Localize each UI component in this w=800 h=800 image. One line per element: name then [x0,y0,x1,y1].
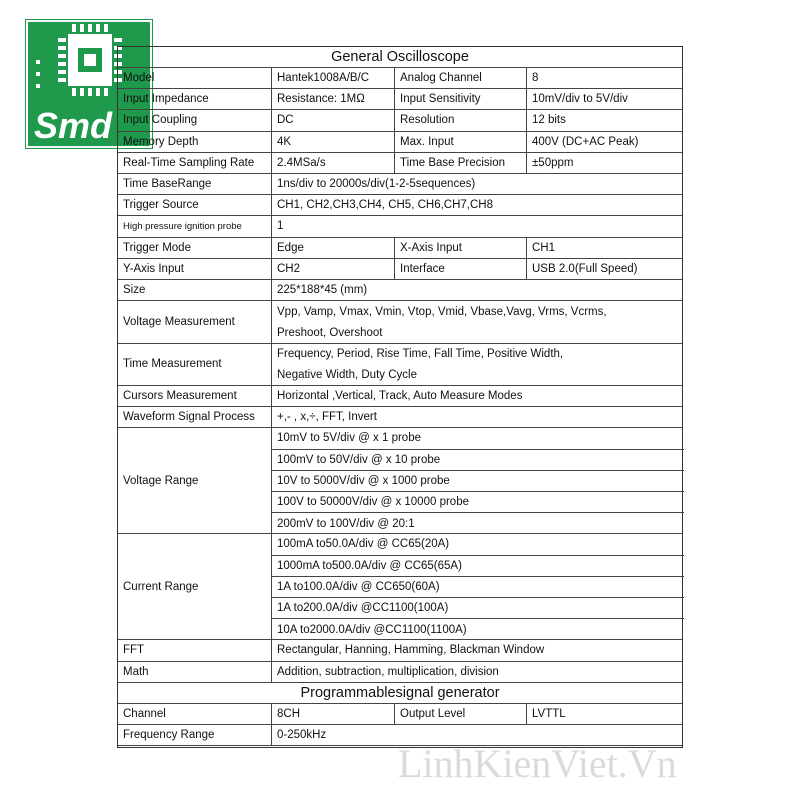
spec-value: Edge [271,238,394,258]
range-item: 100mV to 50V/div @ x 10 probe [272,450,684,471]
spec-value: Interface [394,259,526,279]
spec-label: Waveform Signal Process [123,411,255,424]
spec-row [118,407,682,428]
range-item: 10mV to 5V/div @ x 1 probe [272,428,684,449]
spec-value: Hantek1008A/B/C [271,68,394,88]
watermark: LinhKienViet.Vn [398,741,677,786]
range-item: 1000mA to500.0A/div @ CC65(65A) [272,556,684,577]
spec-label: Input Coupling [123,114,198,127]
spec-row [118,195,682,216]
spec-value: Horizontal ,Vertical, Track, Auto Measure Modes [271,386,684,406]
value-line: Preshoot, Overshoot [277,326,383,339]
spec-label: Voltage Measurement [123,315,235,328]
spec-label: High pressure ignition probe [123,220,242,232]
spec-value: 2.4MSa/s [271,153,394,173]
spec-value: USB 2.0(Full Speed) [526,259,684,279]
logo-text: Smd [34,105,113,146]
range-item: 10A to2000.0A/div @CC1100(1100A) [277,623,467,636]
range-item: 1A to200.0A/div @CC1100(100A) [272,598,684,619]
spec-value: CH2 [271,259,394,279]
spec-row [118,68,682,89]
spec-row [118,662,682,683]
spec-label: Real-Time Sampling Rate [123,156,255,169]
spec-row [118,110,682,131]
value-line: Negative Width, Duty Cycle [277,369,417,382]
spec-value: 12 bits [526,110,684,130]
spec-row [118,238,682,259]
spec-label: Voltage Range [123,474,199,487]
spec-label: FFT [123,644,145,657]
spec-label: Time BaseRange [123,178,212,191]
spec-value: 1ns/div to 20000s/div(1-2-5sequences) [271,174,684,194]
spec-label: Size [123,284,146,297]
range-item: 10V to 5000V/div @ x 1000 probe [272,471,684,492]
spec-label: Model [123,72,155,85]
spec-label: Y-Axis Input [123,262,184,275]
spec-value: 400V (DC+AC Peak) [526,132,684,152]
spec-row [118,534,682,640]
spec-label: Math [123,665,149,678]
spec-label: Frequency Range [123,729,215,742]
range-list [271,428,684,533]
spec-value: Resistance: 1MΩ [271,89,394,109]
spec-value: 0-250kHz [271,725,684,745]
spec-value: 8CH [271,704,394,724]
spec-value: Time Base Precision [394,153,526,173]
spec-value: CH1 [526,238,684,258]
spec-value: 10mV/div to 5V/div [526,89,684,109]
spec-value: Resolution [394,110,526,130]
spec-row [118,174,682,195]
spec-value: Analog Channel [394,68,526,88]
spec-label: Time Measurement [123,358,222,371]
spec-row [118,216,682,237]
spec-value: Max. Input [394,132,526,152]
value-line: Frequency, Period, Rise Time, Fall Time, Positive Width, [277,348,564,361]
spec-value: Rectangular, Hanning, Hamming, Blackman Window [271,640,684,660]
spec-value: 4K [271,132,394,152]
spec-value: DC [271,110,394,130]
spec-row [118,153,682,174]
spec-value: LVTTL [526,704,684,724]
spec-row [118,640,682,661]
spec-value: ±50ppm [526,153,684,173]
spec-value: 8 [526,68,684,88]
spec-value: Output Level [394,704,526,724]
spec-label: Cursors Measurement [123,390,237,403]
spec-row [118,259,682,280]
spec-row [118,301,682,343]
spec-value: X-Axis Input [394,238,526,258]
multiline-value [271,301,684,342]
spec-label: Trigger Mode [123,241,191,254]
spec-row [118,704,682,725]
generator-title: Programmablesignal generator [118,683,682,704]
range-list [271,534,684,639]
range-item: 200mV to 100V/div @ 20:1 [277,517,415,530]
value-line: Vpp, Vamp, Vmax, Vmin, Vtop, Vmid, Vbase,Vavg, Vrms, Vcrms, [277,305,607,318]
spec-row [118,132,682,153]
spec-label: Memory Depth [123,135,199,148]
spec-value: 225*188*45 (mm) [271,280,684,300]
spec-row [118,344,682,386]
spec-row [118,280,682,301]
spec-label: Channel [123,707,166,720]
spec-label: Input Impedance [123,93,209,106]
spec-value: +,- , x,÷, FFT, Invert [271,407,684,427]
spec-table [117,46,683,748]
spec-value: Addition, subtraction, multiplication, division [271,662,684,682]
spec-value: CH1, CH2,CH3,CH4, CH5, CH6,CH7,CH8 [271,195,684,215]
spec-label: Trigger Source [123,199,199,212]
spec-row [118,89,682,110]
spec-row [118,428,682,534]
spec-value: Input Sensitivity [394,89,526,109]
range-item: 100V to 50000V/div @ x 10000 probe [272,492,684,513]
range-item: 100mA to50.0A/div @ CC65(20A) [272,534,684,555]
spec-row [118,386,682,407]
spec-label: Current Range [123,580,199,593]
table-title: General Oscilloscope [118,47,682,68]
range-item: 1A to100.0A/div @ CC650(60A) [272,577,684,598]
spec-value: 1 [271,216,684,236]
multiline-value [271,344,684,385]
